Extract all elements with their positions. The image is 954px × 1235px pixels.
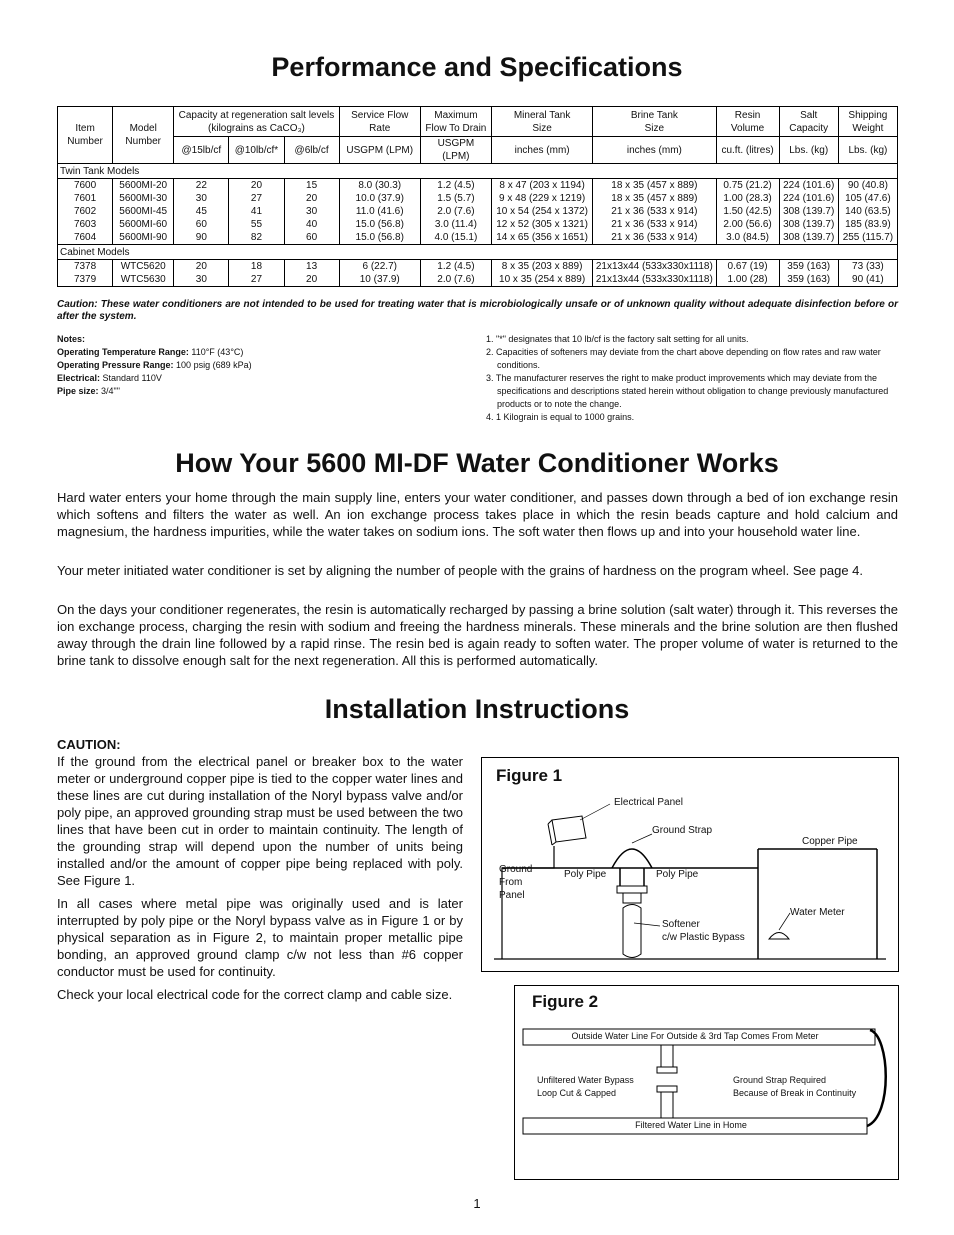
specifications-table — [57, 106, 898, 287]
install-paragraph: If the ground from the electrical panel or breaker box to the water meter or underground copper pipe is tied to the copper water lines and these lines are cut during installation of the Noryl bypass valve and/or poly pipe, an approved grounding strap must be used between the two lines that have been cut in order to maintain continuity. The length of the grounding strap will depend upon the number of units being installed and/or the amount of copper pipe being replaced with poly. See Figure 1. — [57, 754, 463, 888]
notes-block — [57, 333, 437, 398]
table-cell: 0.75 (21.2) — [716, 179, 779, 193]
table-cell: 3.0 (11.4) — [420, 218, 491, 231]
table-cell: 90 (41) — [838, 273, 897, 287]
op-pressure-label: Operating Pressure Range: — [57, 360, 174, 370]
table-row — [58, 260, 898, 274]
table-cell: 12 x 52 (305 x 1321) — [491, 218, 592, 231]
table-cell: 10 x 35 (254 x 889) — [491, 273, 592, 287]
install-paragraph: In all cases where metal pipe was originally used and is later interrupted by poly pipe or the Noryl bypass valve as in Figure 1 or by physical separation as in Figure 2, to maintain proper metallic pipe bonding, an approved ground clamp c/w not less than #6 copper conductor must be used for continuity. — [57, 896, 463, 979]
table-cell: 2.0 (7.6) — [420, 205, 491, 218]
page-number: 1 — [473, 1196, 481, 1211]
table-cell: 90 (40.8) — [838, 179, 897, 193]
table-cell: 60 — [174, 218, 229, 231]
table-cell: 1.2 (4.5) — [420, 179, 491, 193]
leader-line — [580, 804, 610, 820]
table-cell: 90 — [174, 231, 229, 245]
table-cell: 2.0 (7.6) — [420, 273, 491, 287]
table-cell: 308 (139.7) — [779, 231, 838, 245]
table-cell: 5600MI-60 — [113, 218, 174, 231]
table-cell: 20 — [284, 273, 339, 287]
table-cell: 2.00 (56.6) — [716, 218, 779, 231]
table-cell: 5600MI-20 — [113, 179, 174, 193]
table-cell: 21 x 36 (533 x 914) — [593, 231, 716, 245]
ground-strap — [612, 849, 652, 868]
op-pressure-value: 100 psig (689 kPa) — [173, 360, 252, 370]
table-cell: 40 — [284, 218, 339, 231]
table-cell: WTC5630 — [113, 273, 174, 287]
table-cell: 7604 — [58, 231, 113, 245]
table-cell: 30 — [174, 192, 229, 205]
label-poly-pipe-right: Poly Pipe — [656, 869, 699, 880]
label-electrical-panel: Electrical Panel — [614, 797, 683, 808]
label-outside-line: Outside Water Line For Outside & 3rd Tap Comes From Meter — [571, 1031, 819, 1041]
col-header: Brine Tank Size — [593, 107, 716, 137]
label-ground-required: Ground Strap Required Because of Break in Continuity — [733, 1075, 857, 1098]
label-softener: Softener c/w Plastic Bypass — [662, 919, 745, 943]
leader-line — [632, 834, 652, 843]
table-cell: 308 (139.7) — [779, 205, 838, 218]
table-cell: 20 — [284, 192, 339, 205]
table-cell: 359 (163) — [779, 260, 838, 274]
col-header: Salt Capacity — [779, 107, 838, 137]
table-cell: 55 — [229, 218, 284, 231]
footnote: 3. The manufacturer reserves the right to make product improvements which may deviate from the specifications and descriptions stated herein without obligation to change previously manufactured products or to note the change. — [486, 373, 889, 409]
table-cell: 8.0 (30.3) — [339, 179, 420, 193]
table-cell: 6 (22.7) — [339, 260, 420, 274]
pipe-size-label: Pipe size: — [57, 386, 99, 396]
table-cell: 10.0 (37.9) — [339, 192, 420, 205]
section-title-install: Installation Instructions — [324, 694, 630, 724]
notes-heading: Notes: — [57, 334, 86, 344]
table-cell: 20 — [229, 179, 284, 193]
table-cell: 7600 — [58, 179, 113, 193]
table-group-row — [58, 164, 898, 179]
label-filtered-line: Filtered Water Line in Home — [635, 1120, 747, 1130]
col-subheader: @15lb/cf — [174, 137, 229, 164]
table-cell: 30 — [174, 273, 229, 287]
cut-capped-stubs — [657, 1045, 677, 1118]
footnote: 2. Capacities of softeners may deviate from the chart above depending on flow rates and raw water conditions. — [486, 347, 881, 370]
table-cell: 105 (47.6) — [838, 192, 897, 205]
table-cell: 7602 — [58, 205, 113, 218]
col-header: Mineral Tank Size — [491, 107, 592, 137]
table-cell: 10 x 54 (254 x 1372) — [491, 205, 592, 218]
footnote: 4. 1 Kilograin is equal to 1000 grains. — [486, 412, 635, 422]
col-header: Model Number — [113, 107, 174, 164]
table-cell: 1.2 (4.5) — [420, 260, 491, 274]
table-cell: 224 (101.6) — [779, 179, 838, 193]
table-cell: 27 — [229, 273, 284, 287]
table-cell: 21x13x44 (533x330x1118) — [593, 273, 716, 287]
table-cell: 8 x 47 (203 x 1194) — [491, 179, 592, 193]
install-caution-heading: CAUTION: — [57, 737, 121, 752]
label-copper-pipe: Copper Pipe — [802, 836, 858, 847]
table-cell: 21x13x44 (533x330x1118) — [593, 260, 716, 274]
table-cell: 10 (37.9) — [339, 273, 420, 287]
table-cell: 14 x 65 (356 x 1651) — [491, 231, 592, 245]
label-ground-from-panel: Ground From Panel — [499, 864, 533, 901]
col-header: Service Flow Rate — [339, 107, 420, 137]
electrical-panel-shape — [548, 816, 586, 845]
col-header: Maximum Flow To Drain — [420, 107, 491, 137]
table-caution: Caution: These water conditioners are not intended to be used for treating water that is microbiologically unsafe or of unknown quality without adequate disinfection before or after the system. — [57, 299, 898, 322]
table-cell: 1.00 (28.3) — [716, 192, 779, 205]
how-paragraph: Your meter initiated water conditioner is set by aligning the number of people with the grains of hardness on the program wheel. See page 4. — [57, 563, 864, 578]
table-cell: 45 — [174, 205, 229, 218]
col-subheader: Lbs. (kg) — [838, 137, 897, 164]
table-cell: 18 x 35 (457 x 889) — [593, 192, 716, 205]
table-cell: 82 — [229, 231, 284, 245]
table-cell: 13 — [284, 260, 339, 274]
table-row — [58, 273, 898, 287]
figure-1-title: Figure 1 — [496, 766, 563, 785]
col-subheader: @10lb/cf* — [229, 137, 284, 164]
table-row — [58, 218, 898, 231]
col-subheader: inches (mm) — [491, 137, 592, 164]
table-cell: 21 x 36 (533 x 914) — [593, 218, 716, 231]
table-cell: 18 — [229, 260, 284, 274]
table-cell: 5600MI-30 — [113, 192, 174, 205]
footnote: 1. "*" designates that 10 lb/cf is the factory salt setting for all units. — [486, 334, 749, 344]
table-row — [58, 179, 898, 193]
table-cell: 11.0 (41.6) — [339, 205, 420, 218]
table-cell: WTC5620 — [113, 260, 174, 274]
table-cell: 60 — [284, 231, 339, 245]
table-cell: 185 (83.9) — [838, 218, 897, 231]
col-subheader: inches (mm) — [593, 137, 716, 164]
table-cell: 255 (115.7) — [838, 231, 897, 245]
table-cell: 7379 — [58, 273, 113, 287]
pipe-size-value: 3/4"" — [98, 386, 120, 396]
table-cell: 1.00 (28) — [716, 273, 779, 287]
op-temp-value: 110°F (43°C) — [188, 347, 244, 357]
col-header: Item Number — [58, 107, 113, 164]
table-cell: 5600MI-45 — [113, 205, 174, 218]
table-row — [58, 231, 898, 245]
table-group-label: Cabinet Models — [58, 245, 898, 260]
table-row — [58, 205, 898, 218]
table-cell: 73 (33) — [838, 260, 897, 274]
figure-1 — [481, 757, 899, 972]
table-cell: 140 (63.5) — [838, 205, 897, 218]
table-cell: 308 (139.7) — [779, 218, 838, 231]
bypass-valve — [617, 886, 647, 893]
col-subheader: cu.ft. (litres) — [716, 137, 779, 164]
table-cell: 15 — [284, 179, 339, 193]
table-cell: 1.50 (42.5) — [716, 205, 779, 218]
electrical-value: Standard 110V — [100, 373, 162, 383]
table-cell: 359 (163) — [779, 273, 838, 287]
op-temp-label: Operating Temperature Range: — [57, 347, 189, 357]
table-cell: 5600MI-90 — [113, 231, 174, 245]
leader-line — [779, 913, 790, 930]
table-cell: 20 — [174, 260, 229, 274]
table-cell: 9 x 48 (229 x 1219) — [491, 192, 592, 205]
table-row — [58, 192, 898, 205]
how-paragraph: Hard water enters your home through the main supply line, enters your water conditioner, and passes down through a bed of ion exchange resin which softens and filters the water as well. An ion exchange process takes place in which the resin beads capture and hold calcium and magnesium, the hardness impurities, while the water takes on sodium ions. The soft water then flows up and into your household water line. — [57, 490, 898, 539]
table-cell: 22 — [174, 179, 229, 193]
install-paragraph: Check your local electrical code for the correct clamp and cable size. — [57, 987, 453, 1002]
table-cell: 15.0 (56.8) — [339, 218, 420, 231]
install-instructions — [57, 736, 463, 1009]
table-cell: 4.0 (15.1) — [420, 231, 491, 245]
table-cell: 3.0 (84.5) — [716, 231, 779, 245]
table-cell: 7601 — [58, 192, 113, 205]
col-header: Resin Volume — [716, 107, 779, 137]
col-subheader: @6lb/cf — [284, 137, 339, 164]
footnotes — [486, 333, 898, 424]
figure-2-title: Figure 2 — [532, 992, 599, 1011]
table-cell: 15.0 (56.8) — [339, 231, 420, 245]
label-bypass-loop: Unfiltered Water Bypass Loop Cut & Capped — [537, 1075, 634, 1098]
page-title-performance: Performance and Specifications — [271, 52, 683, 82]
table-group-row — [58, 245, 898, 260]
col-subheader: USGPM (LPM) — [339, 137, 420, 164]
table-cell: 7603 — [58, 218, 113, 231]
table-cell: 18 x 35 (457 x 889) — [593, 179, 716, 193]
table-cell: 21 x 36 (533 x 914) — [593, 205, 716, 218]
table-cell: 27 — [229, 192, 284, 205]
softener-tank — [623, 905, 641, 958]
col-subheader: Lbs. (kg) — [779, 137, 838, 164]
col-header: Capacity at regeneration salt levels (kilograins as CaCO₃) — [174, 107, 339, 137]
water-meter-shape — [769, 933, 789, 940]
table-cell: 30 — [284, 205, 339, 218]
table-cell: 8 x 35 (203 x 889) — [491, 260, 592, 274]
table-group-label: Twin Tank Models — [58, 164, 898, 179]
label-poly-pipe-left: Poly Pipe — [564, 869, 607, 880]
how-paragraph: On the days your conditioner regenerates, the resin is automatically recharged by passing a brine solution (salt water) through it. This reverses the ion exchange process, charging the resin with sodium and freeing the hardness minerals. These minerals and the brine solution are then flushed away through the drain line followed by a rapid rinse. The resin bed is again ready to soften water. The proper volume of water is returned to the brine tank to dissolve enough salt for the next regeneration. All this is performed automatically. — [57, 602, 898, 668]
table-cell: 0.67 (19) — [716, 260, 779, 274]
label-ground-strap: Ground Strap — [652, 825, 713, 836]
section-title-how: How Your 5600 MI-DF Water Conditioner Works — [175, 448, 779, 478]
label-water-meter: Water Meter — [790, 907, 845, 918]
table-subheader-row — [58, 137, 898, 164]
figure-2 — [514, 985, 899, 1180]
col-header: Shipping Weight — [838, 107, 897, 137]
electrical-label: Electrical: — [57, 373, 101, 383]
table-cell: 41 — [229, 205, 284, 218]
table-header-row — [58, 107, 898, 137]
table-cell: 1.5 (5.7) — [420, 192, 491, 205]
table-cell: 224 (101.6) — [779, 192, 838, 205]
table-cell: 7378 — [58, 260, 113, 274]
col-subheader: USGPM (LPM) — [420, 137, 491, 164]
